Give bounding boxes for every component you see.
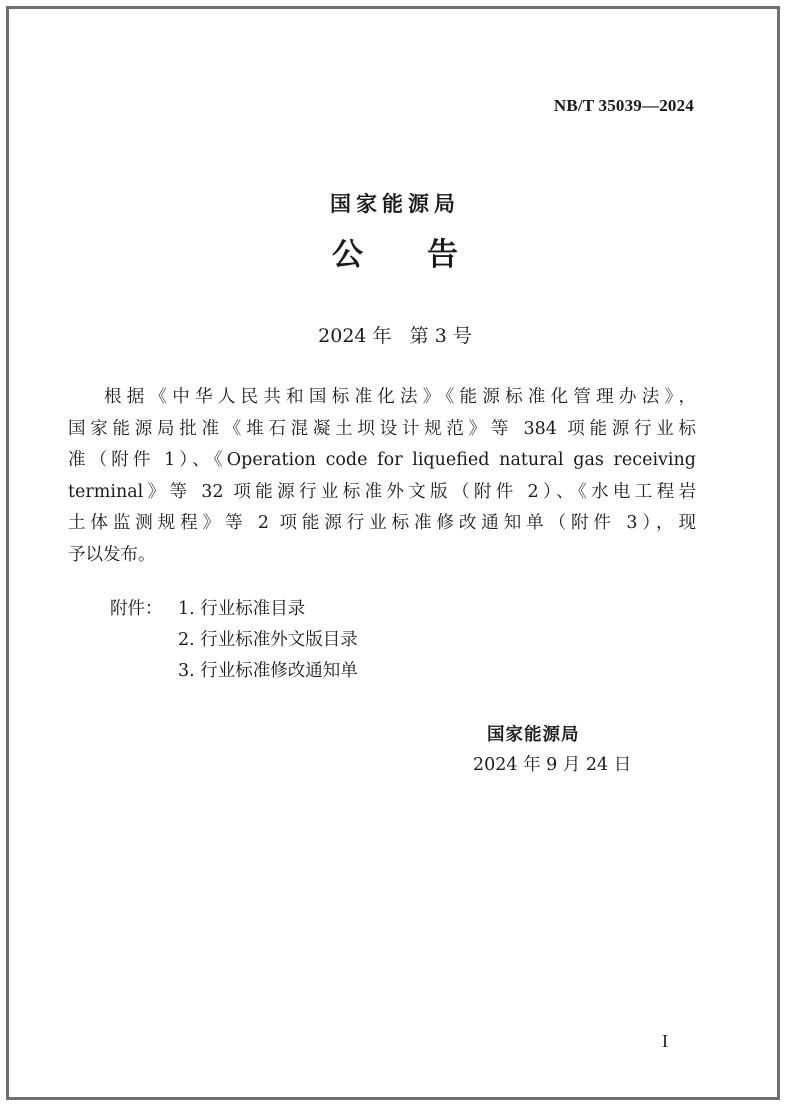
notice-title: 公告 — [332, 237, 522, 273]
attachment-item-1: 1. 行业标准目录 — [178, 599, 306, 619]
attachment-item — [110, 656, 358, 687]
attachment-item — [110, 594, 358, 625]
issue-number: 2024 年 第 3 号 — [318, 325, 472, 347]
body-line: terminal》等 32 项能源行业标准外文版（附件 2）、《水电工程岩 — [68, 481, 696, 502]
attachment-item — [110, 625, 358, 656]
body-line: 国家能源局批准《堆石混凝土坝设计规范》等 384 项能源行业标 — [68, 418, 696, 439]
attachment-item-2: 2. 行业标准外文版目录 — [178, 630, 358, 650]
attachments-label: 附件： — [110, 599, 163, 619]
issuer-heading: 国家能源局 — [330, 192, 460, 216]
body-line: 根据《中华人民共和国标准化法》《能源标准化管理办法》， — [104, 387, 696, 407]
signature-organization: 国家能源局 — [487, 725, 580, 745]
page-number: I — [662, 1031, 668, 1051]
body-line: 准（附件 1）、《Operation code for liquefied natural gas receiving — [68, 450, 696, 470]
body-line: 土体监测规程》等 2 项能源行业标准修改通知单（附件 3），现 — [68, 513, 696, 533]
attachment-item-3: 3. 行业标准修改通知单 — [178, 661, 358, 681]
attachments-list — [110, 594, 358, 687]
notice-body — [68, 382, 696, 571]
signature-date: 2024 年 9 月 24 日 — [473, 755, 632, 775]
body-line: 予以发布。 — [68, 544, 156, 565]
standard-code: NB/T 35039—2024 — [553, 96, 694, 115]
